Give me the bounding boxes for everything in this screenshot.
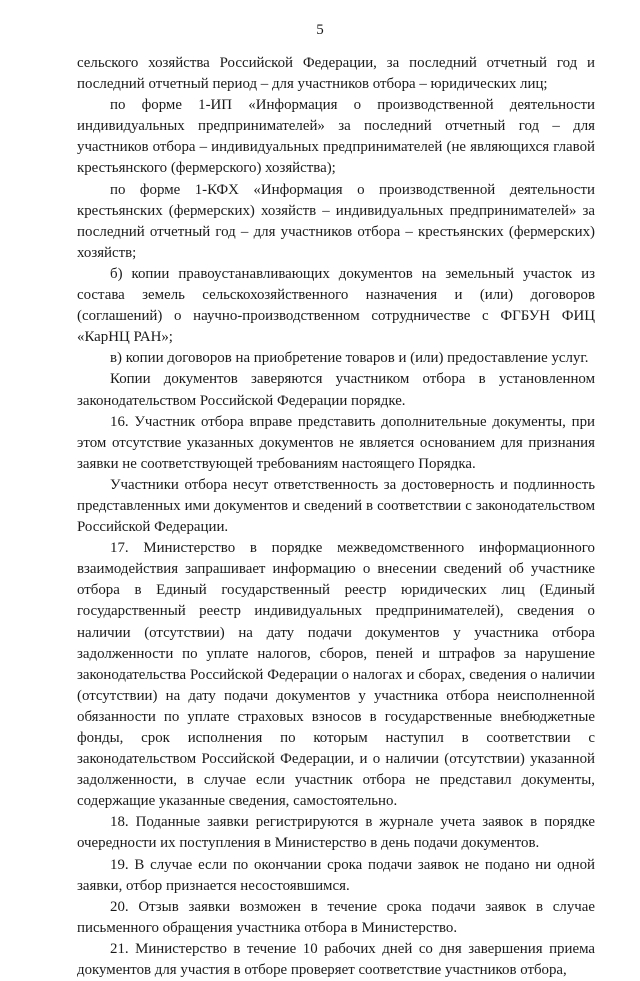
paragraph: 19. В случае если по окончании срока подачи заявок не подано ни одной заявки, отбор признается несостоявшимся. bbox=[77, 856, 595, 894]
paragraph: в) копии договоров на приобретение товаров и (или) предоставление услуг. bbox=[110, 350, 589, 367]
paragraph: б) копии правоустанавливающих документов на земельный участок из состава земель сельскохозяйственного назначения и (или) договоров (соглашений) о научно-производственном сотрудничестве с ФГБУН ФИЦ «КарНЦ РАН»; bbox=[77, 265, 595, 346]
paragraph: Копии документов заверяются участником отбора в установленном законодательством Российской Федерации порядке. bbox=[77, 371, 595, 409]
paragraph: по форме 1-ИП «Информация о производственной деятельности индивидуальных предпринимателей» за последний отчетный год – для участников отбора – индивидуальных предпринимателей (не являющихся главой крестьянского (фермерского) хозяйства); bbox=[77, 97, 595, 177]
paragraph: 21. Министерство в течение 10 рабочих дней со дня завершения приема документов для участия в отборе проверяет соответствие участников отбора, bbox=[77, 940, 595, 979]
paragraph: Участники отбора несут ответственность за достоверность и подлинность представленных ими документов и сведений в соответствии с законодательством Российской Федерации. bbox=[77, 476, 595, 536]
paragraph: 17. Министерство в порядке межведомственного информационного взаимодействия запрашивает информацию о внесении сведений об участнике отбора в Единый государственный реестр юридических лиц (Единый государственный реестр индивидуальных предпринимателей), сведения о наличии (отсутствии) на дату подачи документов у участника отбора задолженности по уплате налогов, сборов, пеней и штрафов за нарушение законодательства Российской Федерации о налогах и сборах, сведения о наличии (отсутствии) на дату подачи документов у участника отбора неисполненной обязанности по уплате страховых взносов в государственные внебюджетные фонды, срок исполнения по которым наступил в соответствии с законодательством Российской Федерации, и о наличии (отсутствии) указанной задолженности, в случае если участник отбора не представил документы, содержащие указанные сведения, самостоятельно. bbox=[77, 540, 595, 810]
page-number: 5 bbox=[316, 22, 324, 38]
document-body bbox=[77, 53, 595, 981]
paragraph: 16. Участник отбора вправе представить дополнительные документы, при этом отсутствие указанных документов не является основанием для признания заявки не соответствующей требованиям настоящего Порядка. bbox=[77, 413, 595, 472]
paragraph: 18. Поданные заявки регистрируются в журнале учета заявок в порядке очередности их поступления в Министерство в день подачи документов. bbox=[77, 814, 595, 852]
paragraph: 20. Отзыв заявки возможен в течение срока подачи заявок в случае письменного обращения участника отбора в Министерство. bbox=[77, 898, 595, 936]
paragraph: сельского хозяйства Российской Федерации, за последний отчетный год и последний отчетный период – для участников отбора – юридических лиц; bbox=[77, 55, 595, 93]
paragraph: по форме 1-КФХ «Информация о производственной деятельности крестьянских (фермерских) хозяйств – индивидуальных предпринимателей» за последний отчетный год – для участников отбора – крестьянских (фермерских) хозяйств; bbox=[77, 181, 595, 261]
